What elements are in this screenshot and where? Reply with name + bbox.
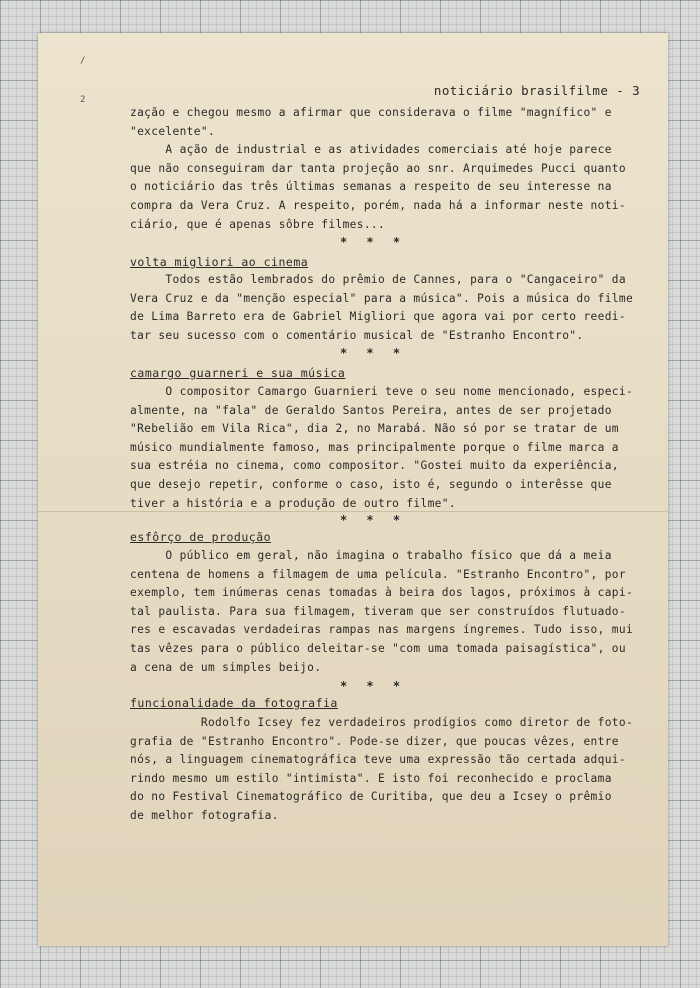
text-line: de Lima Barreto era de Gabriel Migliori que agora vai por certo reedi- — [130, 310, 626, 324]
section-body-producao — [130, 547, 650, 677]
text-line: compra da Vera Cruz. A respeito, porém, nada há a informar neste noti- — [130, 198, 626, 212]
section-body-fotografia — [130, 714, 650, 826]
text-line: que não conseguiram dar tanta projeção ao snr. Arquimedes Pucci quanto — [130, 161, 626, 175]
text-line: A ação de industrial e as atividades comerciais até hoje parece — [130, 143, 612, 157]
text-line: tas vêzes para o público deleitar-se "com uma tomada paisagística", ou — [130, 641, 626, 655]
text-line: O compositor Camargo Guarnieri teve o seu nome mencionado, especi- — [130, 385, 634, 398]
section-title-producao: esfôrço de produção — [130, 530, 272, 544]
text-line: ciário, que é apenas sôbre filmes... — [130, 217, 386, 231]
section-title-guarnieri: camargo guarneri e sua música — [130, 366, 346, 380]
text-line: centena de homens a filmagem de uma película. "Estranho Encontro", por — [130, 567, 626, 581]
text-line: "Rebelião em Vila Rica", dia 2, no Marabá. Não só por se tratar de um — [130, 422, 619, 436]
margin-mark-2: 2 — [80, 95, 86, 105]
text-line: Rodolfo Icsey fez verdadeiros prodígios como diretor de foto- — [130, 716, 634, 729]
text-line: o noticiário das três últimas semanas a respeito de seu interesse na — [130, 180, 612, 194]
text-line: zação e chegou mesmo a afirmar que considerava o filme "magnífico" e — [130, 106, 612, 119]
page-header: noticiário brasilfilme - 3 — [433, 83, 640, 98]
text-line: "excelente". — [130, 124, 216, 138]
section-separator: * * * — [339, 346, 407, 360]
section-separator: * * * — [339, 513, 407, 527]
text-line: tal paulista. Para sua filmagem, tiveram que ser construídos flutuado- — [130, 604, 626, 618]
text-line: Vera Cruz e da "menção especial" para a música". Pois a música do filme — [130, 291, 634, 305]
intro-paragraph — [130, 104, 650, 234]
section-separator: * * * — [339, 235, 407, 249]
text-line: exemplo, tem inúmeras cenas tomadas à beira dos lagos, próximos à capi- — [130, 586, 634, 600]
text-line: de melhor fotografia. — [130, 808, 279, 822]
text-line: almente, na "fala" de Geraldo Santos Pereira, antes de ser projetado — [130, 403, 612, 417]
margin-mark-1: / — [80, 56, 86, 66]
typewritten-page — [38, 33, 668, 946]
text-line: músico mundialmente famoso, mas principalmente porque o filme marca a — [130, 440, 619, 454]
text-line: do no Festival Cinematográfico de Curitiba, que deu a Icsey o prêmio — [130, 790, 612, 804]
text-line: que desejo repetir, conforme o caso, isto é, segundo o interêsse que — [130, 477, 612, 491]
text-line: O público em geral, não imagina o trabalho físico que dá a meia — [130, 549, 612, 562]
text-line: nós, a linguagem cinematográfica teve uma expressão tão certada adqui- — [130, 753, 626, 767]
section-separator: * * * — [339, 679, 407, 693]
text-line: Todos estão lembrados do prêmio de Cannes, para o "Cangaceiro" da — [130, 273, 626, 286]
section-title-fotografia: funcionalidade da fotografia — [130, 696, 338, 710]
text-line: sua estréia no cinema, como compositor. "Gostei muito da experiência, — [130, 459, 619, 473]
text-line: tiver a história e a produção de outro filme". — [130, 496, 456, 510]
section-title-migliori: volta migliori ao cinema — [130, 255, 309, 269]
text-line: rindo mesmo um estilo "intimista". E isto foi reconhecido e proclama — [130, 771, 612, 785]
text-line: res e escavadas verdadeiras rampas nas margens íngremes. Tudo isso, mui — [130, 623, 634, 637]
text-line: grafia de "Estranho Encontro". Pode-se dizer, que poucas vêzes, entre — [130, 734, 619, 748]
section-body-migliori — [130, 271, 650, 345]
text-line: a cena de um simples beijo. — [130, 660, 322, 674]
text-line: tar seu sucesso com o comentário musical de "Estranho Encontro". — [130, 328, 584, 342]
section-body-guarnieri — [130, 383, 650, 513]
